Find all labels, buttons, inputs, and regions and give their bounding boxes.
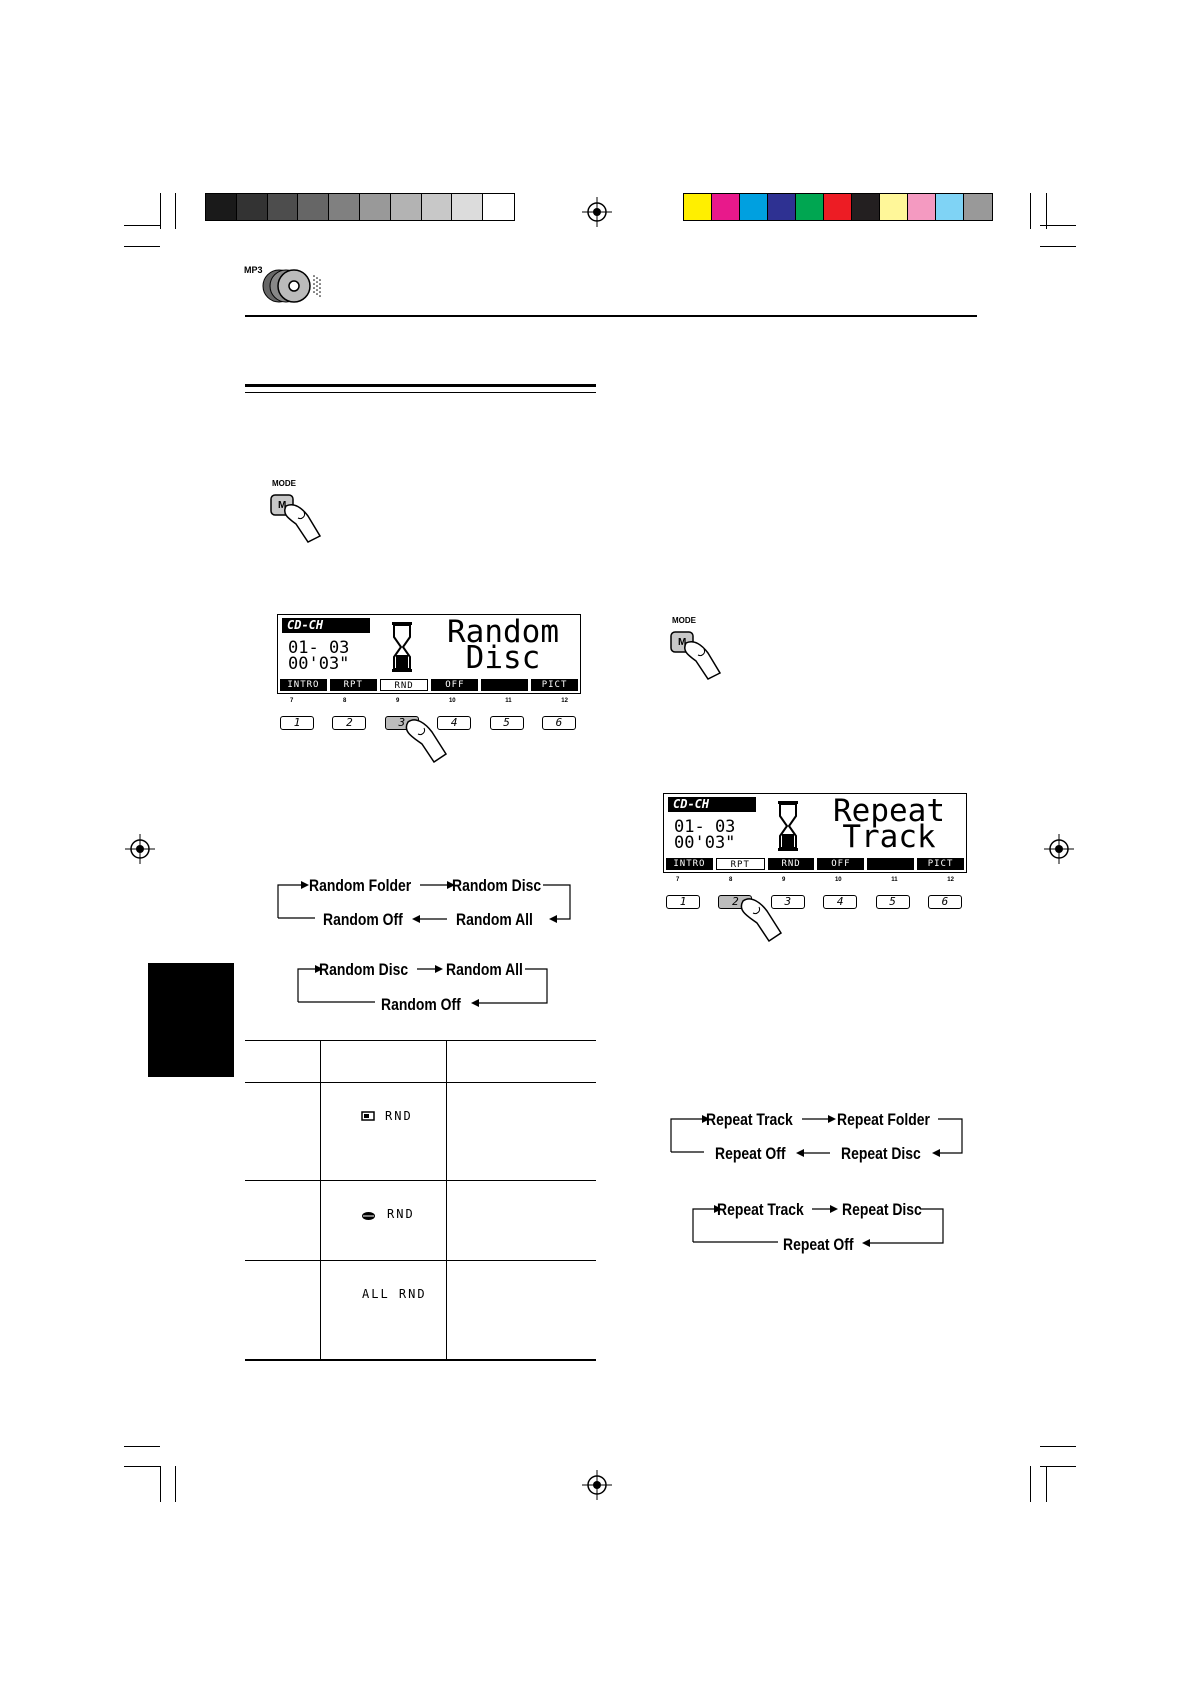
- swatch: [852, 194, 880, 220]
- source-tag: CD-CH: [668, 797, 756, 812]
- swatch: [796, 194, 824, 220]
- swatch: [422, 194, 453, 220]
- flow-cd-random-off: Random Off: [381, 995, 461, 1014]
- key-number: 9: [395, 698, 400, 704]
- mode-key-label-random: M: [278, 500, 287, 511]
- finger-press-icon-repeat: [727, 895, 789, 943]
- preset-key-1[interactable]: 1: [666, 895, 700, 909]
- flow-cd-repeat-off: Repeat Off: [783, 1235, 854, 1254]
- key-number: 7: [290, 698, 294, 704]
- flow-repeat-track: Repeat Track: [706, 1110, 793, 1129]
- flow-repeat-disc: Repeat Disc: [841, 1144, 921, 1163]
- mode-label-random: MODE: [272, 479, 296, 488]
- lcd-display-repeat: [663, 793, 967, 873]
- registration-mark-right: [1044, 834, 1074, 864]
- flow-cd-repeat-disc: Repeat Disc: [842, 1200, 922, 1219]
- side-tab: [148, 963, 234, 1077]
- preset-key-6[interactable]: 6: [928, 895, 962, 909]
- preset-key-4[interactable]: 4: [823, 895, 857, 909]
- flow-random-disc: Random Disc: [452, 876, 542, 895]
- indicator-folder-rnd: RND: [385, 1109, 413, 1123]
- swatch: [964, 194, 992, 220]
- disc-track: 01- 03: [674, 817, 736, 837]
- hourglass-icon: [776, 800, 800, 852]
- function-label: RND: [768, 858, 815, 870]
- swatch: [740, 194, 768, 220]
- discs-icon: [262, 266, 332, 306]
- elapsed-time: 00'03": [674, 833, 736, 853]
- indicator-disc-rnd: RND: [387, 1207, 415, 1221]
- flow-repeat-off: Repeat Off: [715, 1144, 786, 1163]
- swatch: [684, 194, 712, 220]
- flow-random-all: Random All: [456, 910, 533, 929]
- source-tag: CD-CH: [282, 618, 370, 633]
- flow-cd-random-disc: Random Disc: [319, 960, 409, 979]
- section-rule: [245, 384, 596, 387]
- big-text-line2: Disc: [465, 640, 541, 676]
- elapsed-time: 00'03": [288, 654, 350, 674]
- preset-keys-repeat: [666, 895, 962, 909]
- preset-key-5[interactable]: 5: [490, 716, 524, 730]
- registration-mark-bottom: [582, 1470, 612, 1500]
- key-number: 11: [505, 698, 512, 704]
- preset-key-3[interactable]: 3: [771, 895, 805, 909]
- swatch: [452, 194, 483, 220]
- header-rule: [245, 315, 977, 317]
- color-bar: [683, 193, 993, 221]
- swatch: [936, 194, 964, 220]
- flow-random-folder: Random Folder: [309, 876, 412, 895]
- big-text-line1: Repeat: [833, 793, 945, 829]
- preset-key-6[interactable]: 6: [542, 716, 576, 730]
- swatch: [908, 194, 936, 220]
- key-number: 12: [947, 877, 954, 883]
- swatch: [483, 194, 514, 220]
- flow-cd-repeat-track: Repeat Track: [717, 1200, 804, 1219]
- preset-key-2[interactable]: 2: [332, 716, 366, 730]
- key-number: 11: [891, 877, 898, 883]
- key-number: 10: [448, 698, 456, 704]
- function-label: RND: [380, 679, 429, 691]
- key-number: 8: [342, 698, 347, 704]
- function-label: OFF: [817, 858, 864, 870]
- flow-random-off: Random Off: [323, 910, 403, 929]
- function-label: PICT: [917, 858, 964, 870]
- indicator-all-rnd: ALL RND: [362, 1287, 427, 1301]
- swatch: [880, 194, 908, 220]
- swatch: [360, 194, 391, 220]
- lcd-display-random: [277, 614, 581, 694]
- swatch: [206, 194, 237, 220]
- swatch: [391, 194, 422, 220]
- registration-mark-top: [582, 197, 612, 227]
- function-label: [867, 858, 914, 870]
- function-label: RPT: [716, 858, 765, 870]
- swatch: [329, 194, 360, 220]
- mode-key-label-repeat: M: [678, 637, 687, 648]
- grayscale-bar: [205, 193, 515, 221]
- function-label: PICT: [531, 679, 578, 691]
- function-label: OFF: [431, 679, 478, 691]
- key-numbers-repeat: [676, 877, 954, 883]
- key-number: 7: [676, 877, 680, 883]
- big-text-line1: Random: [447, 614, 559, 650]
- swatch: [824, 194, 852, 220]
- swatch: [712, 194, 740, 220]
- function-label: INTRO: [280, 679, 327, 691]
- key-number: 12: [561, 698, 568, 704]
- swatch: [268, 194, 299, 220]
- key-numbers-random: [290, 698, 568, 704]
- registration-mark-left: [125, 834, 155, 864]
- preset-key-4[interactable]: 4: [437, 716, 471, 730]
- big-text-line2: Track: [842, 819, 936, 855]
- function-label: [481, 679, 528, 691]
- folder-icon: [361, 1111, 375, 1121]
- function-label: RPT: [330, 679, 377, 691]
- section-rule-thin: [245, 392, 596, 393]
- key-number: 10: [834, 877, 842, 883]
- function-label: INTRO: [666, 858, 713, 870]
- swatch: [298, 194, 329, 220]
- preset-key-1[interactable]: 1: [280, 716, 314, 730]
- flow-repeat-folder: Repeat Folder: [837, 1110, 930, 1129]
- finger-press-icon: [392, 716, 454, 764]
- hourglass-icon: [390, 621, 414, 673]
- preset-key-5[interactable]: 5: [876, 895, 910, 909]
- key-number: 8: [728, 877, 733, 883]
- swatch: [768, 194, 796, 220]
- flow-cd-random-all: Random All: [446, 960, 523, 979]
- disc-icon: [361, 1211, 376, 1221]
- preset-key-2[interactable]: 2: [718, 895, 752, 909]
- mode-label-repeat: MODE: [672, 616, 696, 625]
- swatch: [237, 194, 268, 220]
- disc-track: 01- 03: [288, 638, 350, 658]
- preset-key-3[interactable]: 3: [385, 716, 419, 730]
- key-number: 9: [781, 877, 786, 883]
- mp3-label: MP3: [244, 265, 263, 275]
